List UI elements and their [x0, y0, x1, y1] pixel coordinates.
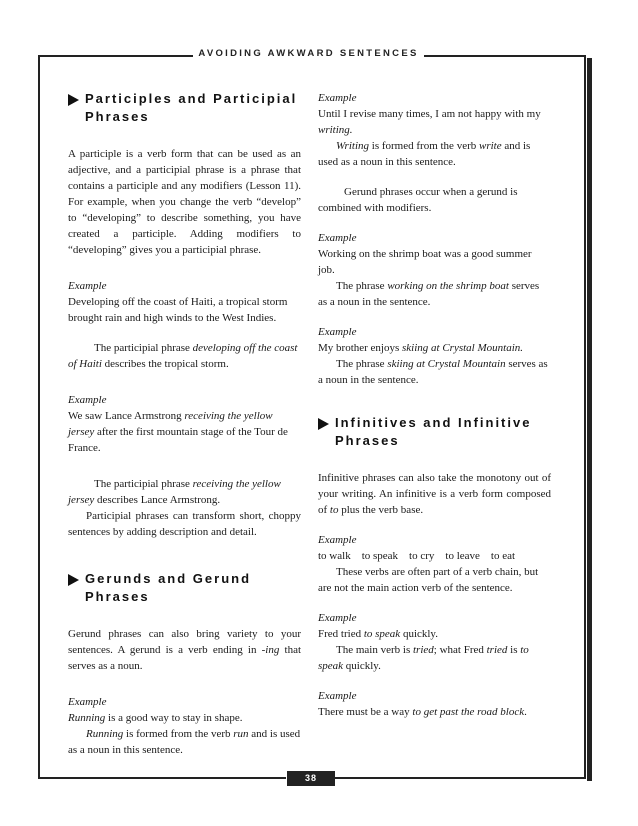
text: quickly. — [343, 660, 381, 672]
italic-text: writing. — [318, 124, 353, 136]
example-label: Example — [318, 534, 357, 546]
italic-text: skiing at Crystal Mountain. — [402, 342, 524, 354]
example-explanation — [318, 356, 551, 388]
text: and is used as a noun in this sentence. — [68, 728, 301, 756]
italic-text: skiing at Crystal Mountain — [387, 358, 506, 370]
text: ; what Fred — [433, 644, 487, 656]
italic-text: receiving the yellow jersey — [68, 410, 273, 438]
example-explanation — [68, 726, 301, 758]
italic-text: to get past the road block — [412, 706, 525, 718]
text: serves as a noun in the sentence. — [318, 280, 540, 308]
paragraph: Gerund phrases occur when a gerund is combined with modifiers. — [318, 186, 518, 214]
text: and is used as a noun in this sentence. — [318, 140, 531, 168]
italic-text: -ing — [261, 644, 280, 656]
italic-text: write — [478, 140, 502, 152]
section-heading-participles — [68, 90, 301, 126]
triangle-bullet-icon — [68, 574, 79, 586]
italic-text: to — [329, 504, 339, 516]
italic-text: Running — [86, 728, 124, 740]
right-column — [318, 90, 551, 720]
example-sentence — [318, 106, 551, 138]
text: The main verb is — [336, 644, 413, 656]
example-label: Example — [318, 92, 357, 104]
example-sentence — [318, 704, 551, 720]
example-explanation — [318, 278, 551, 310]
example-sentence — [68, 408, 301, 456]
example-sentence — [318, 340, 551, 356]
heading-text: Infinitives and Infinitive Phrases — [335, 415, 532, 448]
example-explanation — [68, 340, 301, 372]
italic-text: tried — [412, 644, 434, 656]
example-label: Example — [318, 326, 357, 338]
text: describes Lance Armstrong. — [94, 494, 221, 506]
text: plus the verb base. — [338, 504, 424, 516]
text: serves as a noun in the sentence. — [318, 358, 548, 386]
text: The phrase — [336, 358, 388, 370]
example-explanation — [318, 642, 551, 674]
frame-bottom-left-rule — [38, 777, 286, 779]
example-sentence: Working on the shrimp boat was a good summer job. — [318, 248, 532, 276]
paragraph — [318, 470, 551, 518]
text: We saw Lance Armstrong — [68, 410, 185, 422]
example-explanation — [68, 476, 301, 508]
triangle-bullet-icon — [318, 418, 329, 430]
text: Infinitive phrases can also take the monotony out of your writing. An infinitive is a verb form composed of — [318, 472, 551, 516]
text: that serves as a noun. — [68, 644, 302, 672]
page-number: 38 — [287, 771, 335, 786]
frame-right-rule — [584, 55, 586, 778]
frame-left-rule — [38, 55, 40, 778]
italic-text: developing off the coast of Haiti — [68, 342, 298, 370]
frame-shadow — [587, 58, 592, 781]
example-explanation: These verbs are often part of a verb chain, but are not the main action verb of the sentence. — [318, 566, 539, 594]
italic-text: to speak — [318, 644, 529, 672]
paragraph — [68, 626, 301, 674]
example-label: Example — [68, 394, 107, 406]
text: Gerund phrases can also bring variety to your sentences. A gerund is a verb ending in — [68, 628, 301, 656]
paragraph: Participial phrases can transform short, choppy sentences by adding description and detail. — [68, 510, 301, 538]
heading-text: Gerunds and Gerund Phrases — [85, 571, 252, 604]
text: Fred tried — [318, 628, 364, 640]
heading-text: Participles and Participial Phrases — [85, 91, 298, 124]
example-sentence: to walk to speak to cry to leave to eat — [318, 550, 516, 562]
text: is — [507, 644, 521, 656]
text: There must be a way — [318, 706, 413, 718]
italic-text: tried — [486, 644, 508, 656]
italic-text: receiving the yellow jersey — [68, 478, 281, 506]
section-heading-infinitives — [318, 414, 551, 450]
left-column — [68, 90, 301, 758]
example-sentence — [318, 626, 551, 642]
example-label: Example — [318, 690, 357, 702]
example-sentence: Developing off the coast of Haiti, a tropical storm brought rain and high winds to the West Indies. — [68, 296, 288, 324]
text: Until I revise many times, I am not happy with my — [318, 108, 541, 120]
example-label: Example — [68, 696, 107, 708]
paragraph: A participle is a verb form that can be used as an adjective, and a participial phrase is a phrase that contains a participle and any modifiers (Lesson 11). For example, when you change the verb “develop” to “developing” to describe something, you have created a participle. Adding modifiers to “developing” gives you a participial phrase. — [68, 148, 301, 256]
frame-bottom-right-rule — [335, 777, 586, 779]
italic-text: Writing — [336, 140, 370, 152]
text: is formed from the verb — [123, 728, 234, 740]
example-label: Example — [68, 280, 107, 292]
example-label: Example — [318, 232, 357, 244]
text: The phrase — [336, 280, 388, 292]
example-label: Example — [318, 612, 357, 624]
text: describes the tropical storm. — [101, 358, 229, 370]
triangle-bullet-icon — [68, 94, 79, 106]
italic-text: working on the shrimp boat — [387, 280, 509, 292]
frame-top-right-rule — [424, 55, 585, 57]
text: after the first mountain stage of the Tour de France. — [68, 426, 288, 454]
italic-text: run — [233, 728, 249, 740]
italic-text: to speak — [363, 628, 401, 640]
text: My brother enjoys — [318, 342, 403, 354]
text: is a good way to stay in shape. — [105, 712, 243, 724]
frame-top-left-rule — [38, 55, 193, 57]
example-sentence — [68, 710, 301, 726]
text: quickly. — [400, 628, 438, 640]
text: . — [524, 706, 527, 718]
section-heading-gerunds — [68, 570, 301, 606]
example-explanation — [318, 138, 551, 170]
italic-text: Running — [68, 712, 106, 724]
text: The participial phrase — [94, 478, 193, 490]
text: is formed from the verb — [369, 140, 479, 152]
running-header: AVOIDING AWKWARD SENTENCES — [198, 48, 419, 59]
text: The participial phrase — [94, 342, 193, 354]
